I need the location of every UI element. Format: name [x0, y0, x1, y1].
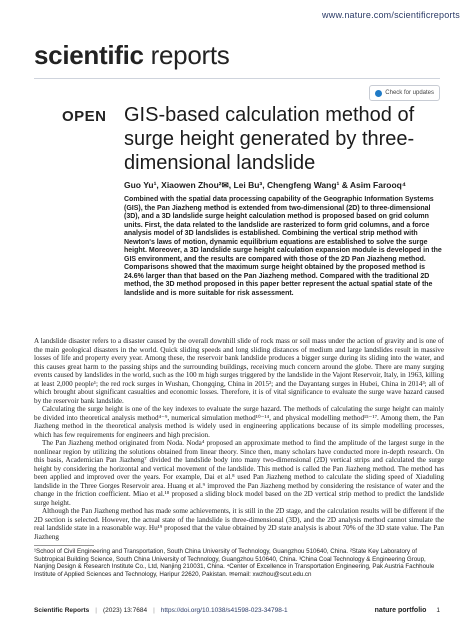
header-divider: [34, 78, 440, 79]
footer-citation: (2023) 13:7684: [102, 606, 148, 614]
footer-doi-link[interactable]: https://doi.org/10.1038/s41598-023-34798-1: [160, 606, 288, 614]
check-updates-button[interactable]: [369, 85, 440, 101]
article-title: GIS-based calculation method of surge height generated by three-dimensional landslide: [124, 104, 415, 174]
body-paragraph-3: The Pan Jiazheng method originated from Noda. Noda⁴ proposed an approximate method to find the amplitude of the largest surge in the nonlinear region by utilizing the solutions obtained from linear theory. Since then, many scholars have conducted more in-depth research. On this basis, Academician Pan Jiazheng⁷ divided the landslide body into many two-dimensional (2D) vertical strips and calculated the surge height by considering the horizontal and vertical movement of the landslide. This method is called the Pan Jiazheng method. The method has been applied and improved over the years. For example, Dai et al.⁸ used Pan Jiazheng method to calculate the sliding speed of Xiaduling landslide in the Three Gorges Reservoir area. Huang et al.⁹ improved the Pan Jiazheng method by considering the resistance of water and the change in the friction coefficient. Miao et al.¹⁸ proposed a sliding block model based on the 2D vertical strip method to predict the landslide surge height.: [34, 439, 444, 507]
footnote-divider: [34, 545, 94, 546]
update-badge-icon: [375, 90, 382, 97]
top-bar: [0, 0, 474, 36]
footer-journal: Scientific Reports: [34, 606, 90, 614]
journal-url[interactable]: www.nature.com/scientificreports: [322, 10, 460, 20]
author-list[interactable]: Guo Yu¹, Xiaowen Zhou²✉, Lei Bu³, Chengfeng Wang¹ & Asim Farooq⁴: [124, 180, 407, 190]
body-paragraph-2: Calculating the surge height is one of the key indexes to evaluate the surge hazard. The methods of calculating the surge height can mainly be divided into theoretical analysis method⁴⁻⁹, numerical simulation method¹⁰⁻¹⁴, and physical modelling method¹⁵⁻¹⁷. Among them, the Pan Jiazheng method in the theoretical analysis method is widely used in engineering applications because of its simple modelling processes, which has few requirements for engineers and high precision.: [34, 405, 444, 439]
journal-logo-bold: scientific: [34, 40, 144, 70]
article-body: [34, 337, 444, 541]
publisher-logo: nature portfolio: [374, 606, 427, 614]
check-updates-label: Check for updates: [385, 90, 434, 96]
body-paragraph-4: Although the Pan Jiazheng method has made some achievements, it is still in the 2D stage, and the calculation results will be different if the 2D section is selected. However, the actual state of the landslide is three-dimensional (3D), and the 2D analysis method cannot simulate the real landslide state in a reasonable way. Hu¹⁹ proposed that the value obtained by 2D state analysis is about 70% of the 3D state value. The Pan Jiazheng: [34, 507, 444, 541]
page-footer: Scientific Reports | (2023) 13:7684 | https://doi.org/10.1038/s41598-023-34798-1 nature portfolio 1: [34, 606, 440, 614]
open-access-label: OPEN: [62, 108, 107, 125]
affiliations-footnote: ¹School of Civil Engineering and Transportation, South China University of Technology, Guangzhou 510640, China. ²State Key Laboratory of Subtropical Building Science, South China University of Technology, Guangzhou 510640, China. ³China Coal Technology & Engineering Group, Nanjing Design & Research Institute Co., Ltd, Nanjing 210031, China. ⁴Center of Excellence in Transportation Engineering, Pak Austria Fachhoule Institute of Applied Sciences and Technology, Haripur 22620, Pakistan. ✉email: xwzhou@scut.edu.cn: [34, 548, 435, 578]
journal-logo-rest: reports: [143, 40, 230, 70]
page-number: 1: [436, 606, 440, 614]
body-paragraph-1: A landslide disaster refers to a disaster caused by the overall downhill slide of rock mass or soil mass under the action of gravity and is one of the main geological disasters in the world. Quick sliding speeds and long sliding distances of medium and large landslides result in massive losses of life and property every year. Among these, the reservoir bank landslide produces a bigger surge during its sliding into the water, and this causes great harm to the passing ships and the surrounding buildings, receiving much concern around the globe. There are many surging events caused by landslides in the world, such as the 100 m high surges triggered by the landslide in the Vajont Reservoir, Italy, in 1963, killing at least 2,000 people¹; the red rock surges in Wushan, Chongqing, China in 2015²; and the Dayantang surges in Hubei, China in 2014³; all of which brought about significant casualties and economic losses. Therefore, it is of vital significance to evaluate the surge wave hazard caused by the reservoir bank landslide.: [34, 337, 444, 405]
journal-logo: [34, 40, 229, 71]
abstract: Combined with the spatial data processing capability of the Geographic Information Systems (GIS), the Pan Jiazheng method is extended from two-dimensional (2D) to three-dimensional (3D), and a 3D landslide surge height calculation method is proposed based on grid column units. First, the data related to the landslide are rasterized to form grid columns, and a force analysis model of 3D landslides is established. Combining the vertical strip method with Newton's laws of motion, dynamic equilibrium equations are established to solve the surge height. Moreover, a 3D landslide surge height calculation expansion module is developed in the GIS environment, and the results are compared with those of the 2D Pan Jiazheng method. Comparisons showed that the maximum surge height obtained by the proposed method is 24.6% larger than that based on the Pan Jiazheng method. Compared with the traditional 2D method, the 3D method proposed in this paper better represent the actual spatial state of the landslide and is more suitable for risk assessment.: [124, 196, 442, 298]
